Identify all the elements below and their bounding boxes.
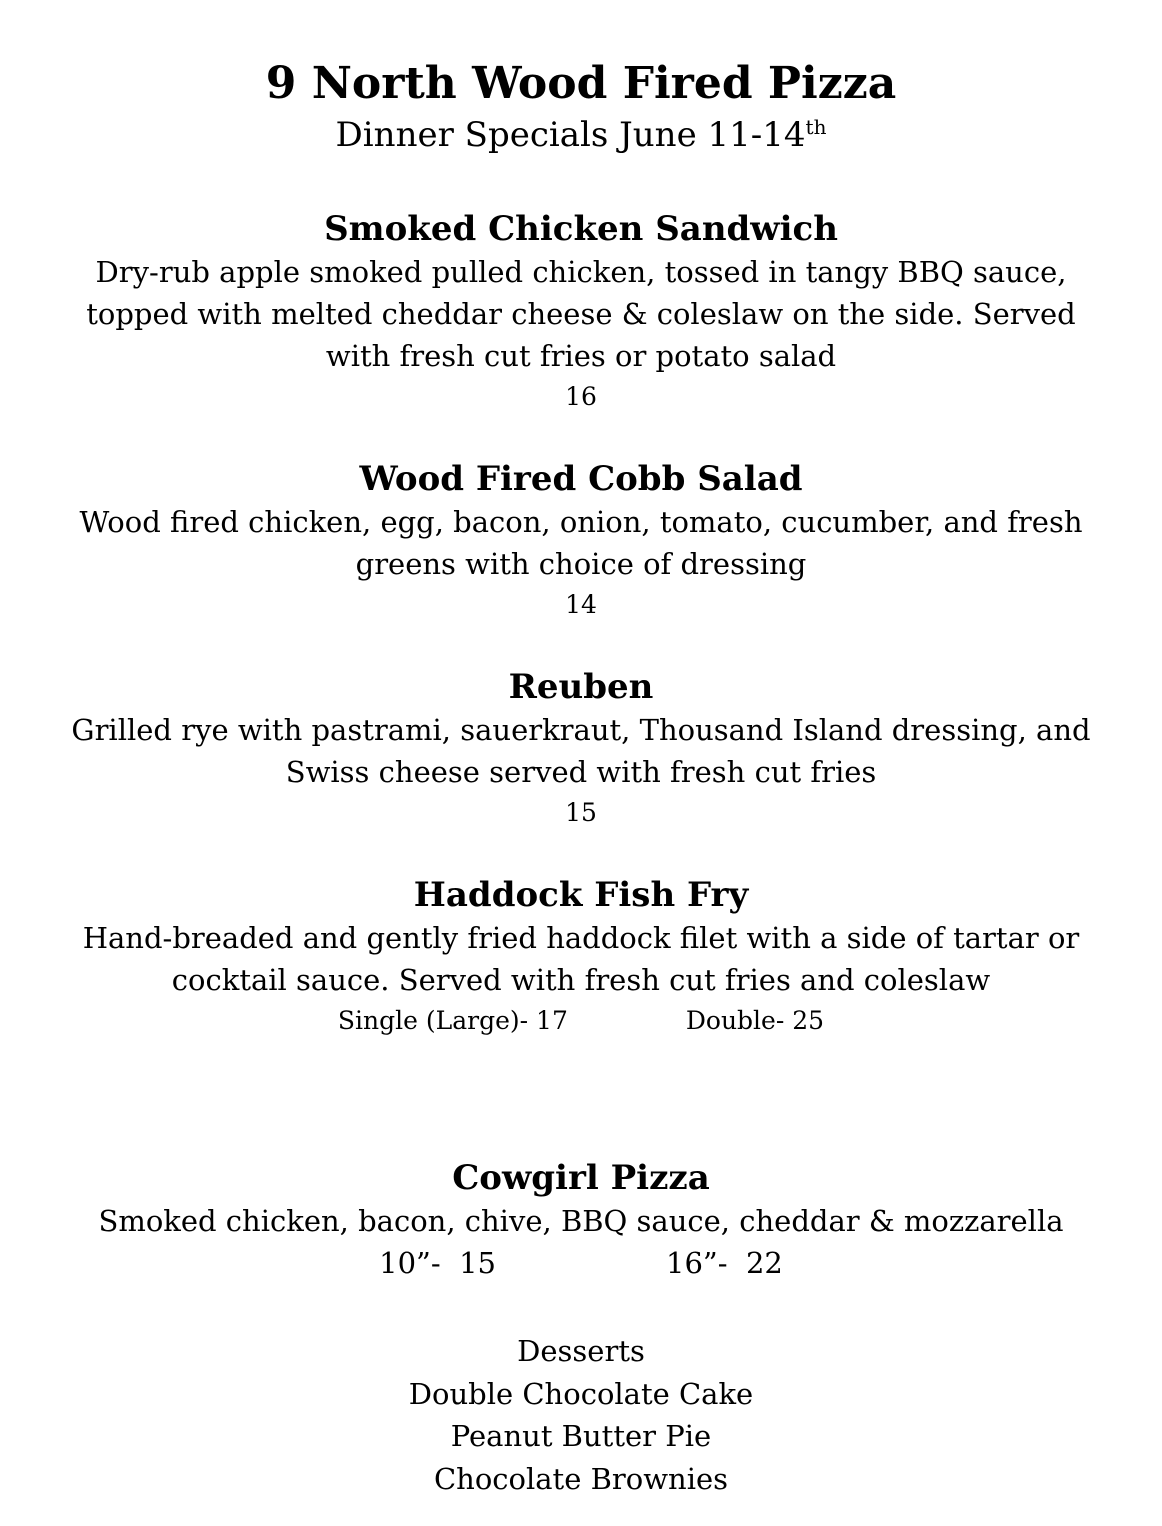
- item-price-options: [30, 1001, 1132, 1041]
- item-description-line: with fresh cut fries or potato salad: [325, 339, 837, 373]
- item-price-options: [30, 1242, 1132, 1284]
- item-description-line: Grilled rye with pastrami, sauerkraut, Thousand Island dressing, and: [71, 713, 1091, 747]
- subtitle-suffix: th: [805, 115, 827, 139]
- item-description-line: greens with choice of dressing: [355, 547, 807, 581]
- item-description-line: Swiss cheese served with fresh cut fries: [285, 755, 877, 789]
- item-name: Haddock Fish Fry: [413, 875, 749, 915]
- item-description-line: Hand-breaded and gently fried haddock filet with a side of tartar or: [82, 921, 1080, 955]
- dessert-item: Peanut Butter Pie: [450, 1419, 712, 1453]
- item-name: Wood Fired Cobb Salad: [359, 459, 803, 499]
- item-name: Cowgirl Pizza: [452, 1158, 710, 1198]
- desserts-section: [0, 1330, 1162, 1500]
- item-description-line: Wood fired chicken, egg, bacon, onion, tomato, cucumber, and fresh: [79, 505, 1083, 539]
- menu-item-reuben: [30, 665, 1132, 833]
- item-description-line: Smoked chicken, bacon, chive, BBQ sauce, cheddar & mozzarella: [98, 1204, 1064, 1238]
- desserts-heading: Desserts: [517, 1334, 645, 1368]
- menu-item-smoked-chicken-sandwich: [30, 207, 1132, 417]
- item-price: 16: [565, 382, 597, 411]
- menu-item-cowgirl-pizza: [30, 1156, 1132, 1284]
- item-price: 14: [565, 590, 597, 619]
- item-price: 15: [565, 798, 597, 827]
- item-description-line: Dry-rub apple smoked pulled chicken, tossed in tangy BBQ sauce,: [95, 255, 1067, 289]
- item-description-line: cocktail sauce. Served with fresh cut fries and coleslaw: [171, 963, 991, 997]
- specials-subtitle: [0, 114, 1162, 156]
- price-option-single: Single (Large)- 17: [337, 1006, 568, 1035]
- subtitle-text: Dinner Specials June 11-14: [335, 115, 806, 155]
- dessert-item: Chocolate Brownies: [433, 1461, 729, 1496]
- item-description-line: topped with melted cheddar cheese & coleslaw on the side. Served: [86, 297, 1076, 331]
- restaurant-title: 9 North Wood Fired Pizza: [265, 58, 897, 109]
- dessert-item: Double Chocolate Cake: [408, 1376, 754, 1411]
- price-option-10in: 10”- 15: [379, 1246, 496, 1280]
- menu-item-wood-fired-cobb-salad: [30, 457, 1132, 625]
- item-name: Reuben: [508, 667, 654, 707]
- price-option-double: Double- 25: [685, 1006, 825, 1035]
- item-name: Smoked Chicken Sandwich: [324, 209, 838, 249]
- menu-item-haddock-fish-fry: [30, 873, 1132, 1041]
- price-option-16in: 16”- 22: [666, 1246, 783, 1280]
